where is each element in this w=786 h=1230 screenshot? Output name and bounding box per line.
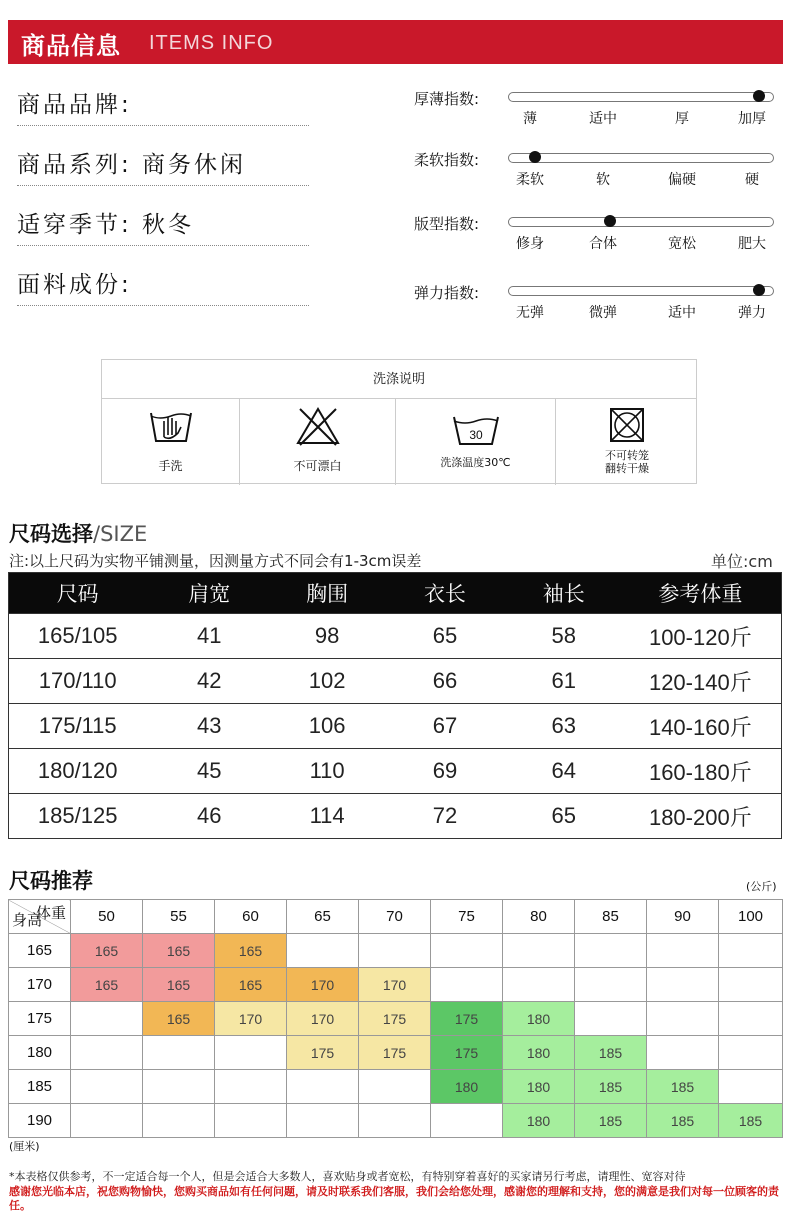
recommend-cell — [143, 1070, 215, 1104]
wash-title: 洗涤说明 — [102, 360, 696, 399]
index-tick-label: 合体 — [589, 236, 617, 252]
recommend-weight-header: 55 — [143, 900, 215, 934]
index-slider-knob — [604, 215, 616, 227]
recommend-cell: 175 — [431, 1002, 503, 1036]
index-slider-knob — [753, 284, 765, 296]
index-slider — [508, 286, 774, 296]
index-label: 柔软指数: — [414, 151, 480, 169]
size-col-header: 衣长 — [382, 573, 508, 614]
recommend-weight-header: 80 — [503, 900, 575, 934]
size-cell: 41 — [146, 614, 272, 659]
recommend-height-unit: (厘米) — [9, 1140, 40, 1153]
recommend-cell: 180 — [503, 1104, 575, 1138]
size-cell: 100-120斤 — [620, 614, 782, 659]
size-note: 注:以上尺码为实物平铺测量，因测量方式不同会有1-3cm误差 — [9, 552, 422, 570]
recommend-table — [8, 899, 783, 1138]
recommend-weight-unit: (公斤) — [746, 880, 777, 893]
recommend-cell: 165 — [71, 968, 143, 1002]
recommend-weight-header: 75 — [431, 900, 503, 934]
recommend-cell — [215, 1070, 287, 1104]
size-title — [9, 518, 147, 548]
recommend-cell: 180 — [503, 1002, 575, 1036]
index-label: 厚薄指数: — [414, 90, 480, 108]
recommend-header-row — [9, 900, 783, 934]
recommend-cell — [71, 1002, 143, 1036]
size-cell: 98 — [272, 614, 382, 659]
recommend-weight-header: 85 — [575, 900, 647, 934]
size-cell: 61 — [508, 659, 620, 704]
index-tick-label: 薄 — [523, 111, 537, 127]
corner-weight-label: 体重 — [35, 905, 66, 922]
recommend-row — [9, 1070, 783, 1104]
recommend-cell: 185 — [719, 1104, 783, 1138]
recommend-cell — [647, 1002, 719, 1036]
recommend-cell: 170 — [215, 1002, 287, 1036]
info-series-label: 商品系列: 商务休闲 — [17, 152, 247, 178]
size-table — [8, 572, 782, 839]
recommend-cell: 180 — [503, 1070, 575, 1104]
index-slider — [508, 153, 774, 163]
recommend-cell: 165 — [71, 934, 143, 968]
index-tick-label: 无弹 — [516, 305, 544, 321]
size-cell: 114 — [272, 794, 382, 839]
recommend-height-header: 185 — [9, 1070, 71, 1104]
size-row — [9, 794, 782, 839]
recommend-cell — [647, 1036, 719, 1070]
section-banner — [8, 20, 783, 64]
recommend-row — [9, 1104, 783, 1138]
size-cell: 180-200斤 — [620, 794, 782, 839]
recommend-cell: 175 — [287, 1036, 359, 1070]
size-title-zh: 尺码选择 — [9, 522, 93, 546]
info-brand — [17, 86, 309, 126]
size-col-header: 袖长 — [508, 573, 620, 614]
index-tick-label: 软 — [596, 172, 610, 188]
size-cell: 63 — [508, 704, 620, 749]
size-cell: 175/115 — [9, 704, 147, 749]
size-cell: 160-180斤 — [620, 749, 782, 794]
recommend-weight-header: 50 — [71, 900, 143, 934]
size-row — [9, 614, 782, 659]
recommend-cell — [719, 934, 783, 968]
recommend-title: 尺码推荐 — [9, 869, 93, 893]
info-brand-label: 商品品牌: — [17, 92, 132, 118]
recommend-cell — [71, 1070, 143, 1104]
recommend-corner — [9, 900, 71, 934]
recommend-cell: 185 — [575, 1070, 647, 1104]
size-cell: 72 — [382, 794, 508, 839]
recommend-cell — [431, 934, 503, 968]
index-tick-label: 厚 — [675, 111, 689, 127]
size-row — [9, 749, 782, 794]
recommend-cell — [359, 1070, 431, 1104]
size-cell: 66 — [382, 659, 508, 704]
no-bleach-icon — [294, 405, 342, 447]
wash-temp-value: 30 — [468, 428, 483, 442]
wash-hand-label: 手洗 — [158, 459, 183, 473]
info-season — [17, 206, 309, 246]
index-slider-knob — [753, 90, 765, 102]
size-cell: 45 — [146, 749, 272, 794]
size-cell: 58 — [508, 614, 620, 659]
wash-item-bleach — [240, 399, 396, 485]
index-tick-label: 肥大 — [738, 236, 766, 252]
recommend-weight-header: 100 — [719, 900, 783, 934]
recommend-cell — [575, 1002, 647, 1036]
size-cell: 106 — [272, 704, 382, 749]
recommend-cell: 170 — [359, 968, 431, 1002]
recommend-cell: 175 — [359, 1036, 431, 1070]
hand-wash-icon — [148, 407, 194, 447]
size-cell: 42 — [146, 659, 272, 704]
size-row — [9, 659, 782, 704]
wash-temp-label: 洗涤温度30℃ — [440, 456, 511, 469]
recommend-cell — [575, 934, 647, 968]
wash-dry-label: 不可转笼 翻转干燥 — [605, 449, 649, 475]
recommend-height-header: 175 — [9, 1002, 71, 1036]
index-tick-label: 偏硬 — [668, 172, 696, 188]
size-cell: 102 — [272, 659, 382, 704]
recommend-cell: 175 — [359, 1002, 431, 1036]
index-tick-label: 宽松 — [668, 236, 696, 252]
size-cell: 170/110 — [9, 659, 147, 704]
corner-height-label: 身高 — [12, 912, 43, 929]
size-cell: 110 — [272, 749, 382, 794]
disclaimer-note: *本表格仅供参考，不一定适合每一个人，但是会适合大多数人，喜欢贴身或者宽松，有特别穿着喜好的买家请另行考虑，请理性、宽容对待 — [9, 1170, 686, 1183]
size-cell: 43 — [146, 704, 272, 749]
recommend-cell — [503, 934, 575, 968]
wash-bleach-label: 不可漂白 — [293, 459, 342, 473]
size-cell: 180/120 — [9, 749, 147, 794]
recommend-row — [9, 934, 783, 968]
recommend-cell: 185 — [575, 1036, 647, 1070]
recommend-cell — [719, 968, 783, 1002]
recommend-cell — [719, 1002, 783, 1036]
size-col-header: 尺码 — [9, 573, 147, 614]
index-tick-label: 修身 — [516, 236, 544, 252]
recommend-weight-header: 65 — [287, 900, 359, 934]
recommend-cell: 185 — [647, 1104, 719, 1138]
index-tick-label: 微弹 — [589, 305, 617, 321]
recommend-cell — [287, 1070, 359, 1104]
index-tick-label: 柔软 — [516, 172, 544, 188]
size-cell: 65 — [382, 614, 508, 659]
recommend-cell: 180 — [431, 1070, 503, 1104]
size-cell: 69 — [382, 749, 508, 794]
recommend-cell — [143, 1104, 215, 1138]
size-cell: 140-160斤 — [620, 704, 782, 749]
recommend-cell: 165 — [143, 1002, 215, 1036]
index-tick-label: 适中 — [668, 305, 696, 321]
size-cell: 185/125 — [9, 794, 147, 839]
size-cell: 165/105 — [9, 614, 147, 659]
recommend-cell: 185 — [647, 1070, 719, 1104]
wash-instructions — [101, 359, 697, 484]
recommend-cell — [71, 1036, 143, 1070]
recommend-cell: 165 — [143, 934, 215, 968]
thanks-note: 感谢您光临本店，祝您购物愉快，您购买商品如有任何问题，请及时联系我们客服，我们会给您处理，感谢您的理解和支持，您的满意是我们对每一位顾客的责任。 — [9, 1185, 779, 1212]
recommend-cell — [431, 1104, 503, 1138]
no-tumble-dry-icon — [609, 407, 645, 443]
recommend-cell — [71, 1104, 143, 1138]
index-label: 弹力指数: — [414, 284, 480, 302]
info-fabric — [17, 266, 309, 306]
recommend-row — [9, 968, 783, 1002]
recommend-weight-header: 70 — [359, 900, 431, 934]
recommend-cell: 175 — [431, 1036, 503, 1070]
recommend-height-header: 190 — [9, 1104, 71, 1138]
recommend-cell — [647, 934, 719, 968]
recommend-cell — [143, 1036, 215, 1070]
size-cell: 120-140斤 — [620, 659, 782, 704]
recommend-height-header: 170 — [9, 968, 71, 1002]
recommend-cell: 185 — [575, 1104, 647, 1138]
recommend-cell: 180 — [503, 1036, 575, 1070]
index-slider — [508, 92, 774, 102]
recommend-cell — [287, 934, 359, 968]
wash-item-temp — [396, 399, 556, 485]
recommend-cell — [215, 1036, 287, 1070]
size-unit: 单位:cm — [711, 552, 773, 571]
recommend-cell: 165 — [215, 968, 287, 1002]
wash-30-icon — [451, 413, 501, 447]
size-col-header: 参考体重 — [620, 573, 782, 614]
index-slider-knob — [529, 151, 541, 163]
recommend-cell — [719, 1070, 783, 1104]
index-tick-label: 弹力 — [738, 305, 766, 321]
recommend-cell — [719, 1036, 783, 1070]
index-label: 版型指数: — [414, 215, 480, 233]
recommend-cell — [431, 968, 503, 1002]
info-season-label: 适穿季节: 秋冬 — [17, 212, 195, 238]
recommend-height-header: 180 — [9, 1036, 71, 1070]
recommend-height-header: 165 — [9, 934, 71, 968]
recommend-row — [9, 1002, 783, 1036]
recommend-cell: 170 — [287, 968, 359, 1002]
wash-item-dry — [556, 399, 698, 485]
info-series — [17, 146, 309, 186]
recommend-cell: 165 — [143, 968, 215, 1002]
index-tick-label: 硬 — [745, 172, 759, 188]
size-cell: 67 — [382, 704, 508, 749]
recommend-cell — [215, 1104, 287, 1138]
index-tick-label: 适中 — [589, 111, 617, 127]
banner-title: 商品信息 — [21, 32, 121, 60]
wash-item-hand — [102, 399, 240, 485]
recommend-cell — [575, 968, 647, 1002]
recommend-cell: 170 — [287, 1002, 359, 1036]
size-col-header: 肩宽 — [146, 573, 272, 614]
size-title-en: /SIZE — [93, 522, 148, 546]
recommend-cell — [503, 968, 575, 1002]
recommend-weight-header: 90 — [647, 900, 719, 934]
recommend-cell — [287, 1104, 359, 1138]
size-cell: 46 — [146, 794, 272, 839]
recommend-weight-header: 60 — [215, 900, 287, 934]
index-slider — [508, 217, 774, 227]
size-col-header: 胸围 — [272, 573, 382, 614]
size-cell: 64 — [508, 749, 620, 794]
banner-subtitle: ITEMS INFO — [149, 32, 274, 54]
recommend-cell — [647, 968, 719, 1002]
index-tick-label: 加厚 — [738, 111, 766, 127]
size-cell: 65 — [508, 794, 620, 839]
recommend-row — [9, 1036, 783, 1070]
info-fabric-label: 面料成份: — [17, 272, 132, 298]
recommend-cell — [359, 1104, 431, 1138]
recommend-cell — [359, 934, 431, 968]
size-row — [9, 704, 782, 749]
recommend-cell: 165 — [215, 934, 287, 968]
